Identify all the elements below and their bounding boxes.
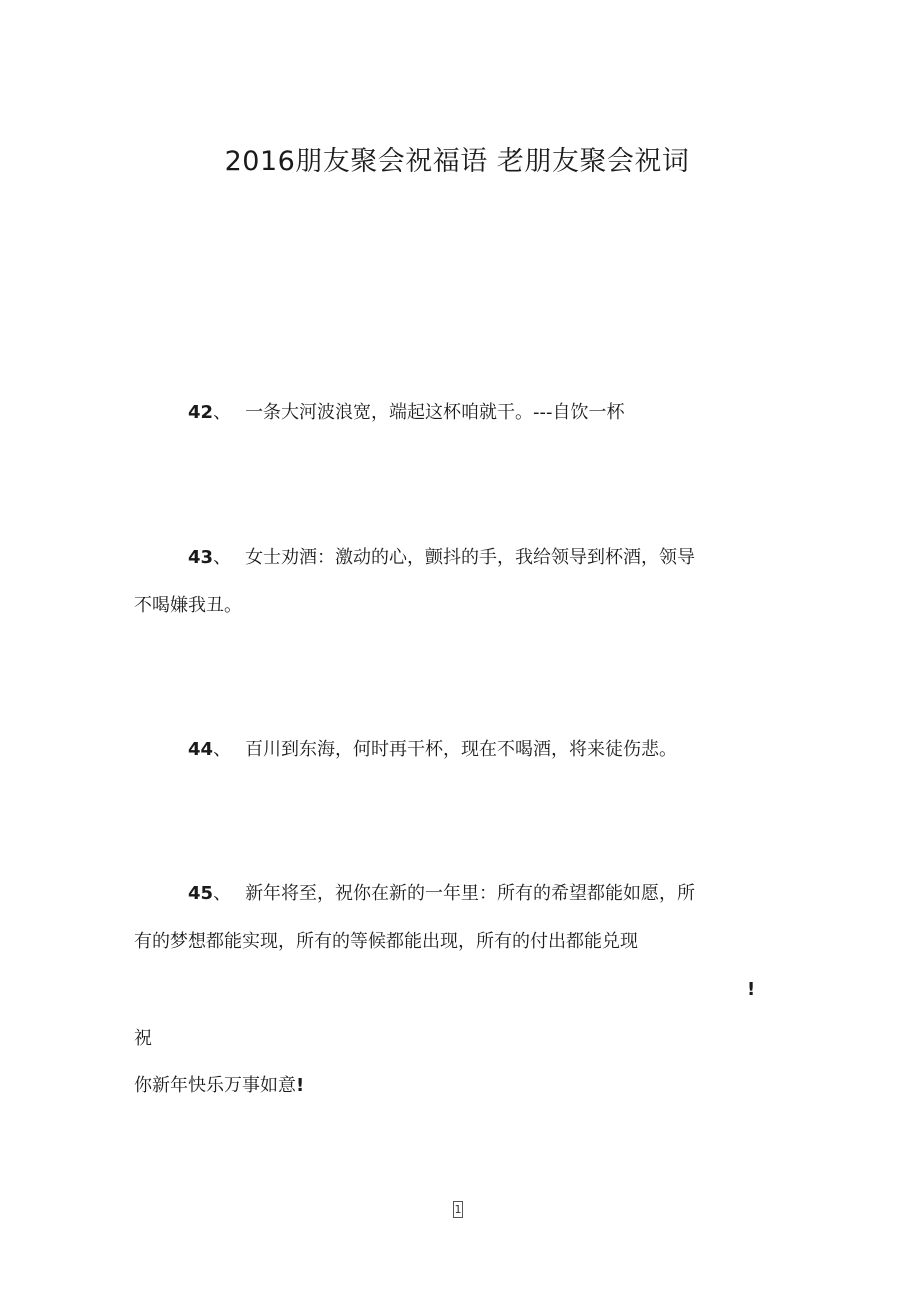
- entry-text: 百川到东海，何时再干杯，现在不喝酒，将来徒伤悲。: [245, 739, 678, 760]
- entry-separator: 、: [213, 402, 232, 423]
- list-item: [134, 534, 724, 630]
- entry-text: 女士劝酒：激动的心，颤抖的手，我给领导到杯酒，领导: [245, 547, 696, 568]
- closing-line-1: 祝: [134, 1028, 152, 1049]
- list-item: [134, 389, 724, 437]
- entry-text: 有的梦想都能实现，所有的等候都能出现，所有的付出都能兑现: [134, 931, 638, 952]
- entry-line: [134, 389, 724, 437]
- entry-text: 不喝嫌我丑。: [134, 595, 242, 616]
- closing-text: 你新年快乐万事如意: [134, 1075, 296, 1096]
- page-number: 1: [454, 1203, 462, 1216]
- entry-number: 45: [188, 883, 214, 904]
- entry-line: [134, 870, 724, 918]
- entry-line: [134, 534, 724, 582]
- trailing-exclamation: !: [747, 979, 756, 1000]
- document-title: 2016朋友聚会祝福语 老朋友聚会祝词: [224, 146, 690, 177]
- entry-text: 新年将至，祝你在新的一年里：所有的希望都能如愿，所: [245, 883, 696, 904]
- entry-text: 一条大河波浪宽，端起这杯咱就干。---自饮一杯: [245, 402, 625, 423]
- entry-separator: 、: [213, 739, 232, 760]
- entry-number: 42: [188, 402, 214, 423]
- entry-line: [134, 918, 724, 966]
- entry-separator: 、: [213, 883, 232, 904]
- entry-number: 44: [188, 739, 214, 760]
- closing-line-2: [134, 1068, 304, 1104]
- list-item: [134, 870, 724, 966]
- entry-line: [134, 582, 724, 630]
- list-item: [134, 726, 724, 774]
- entry-separator: 、: [213, 547, 232, 568]
- closing-mark: !: [296, 1075, 305, 1096]
- entry-number: 43: [188, 547, 214, 568]
- entry-line: [134, 726, 724, 774]
